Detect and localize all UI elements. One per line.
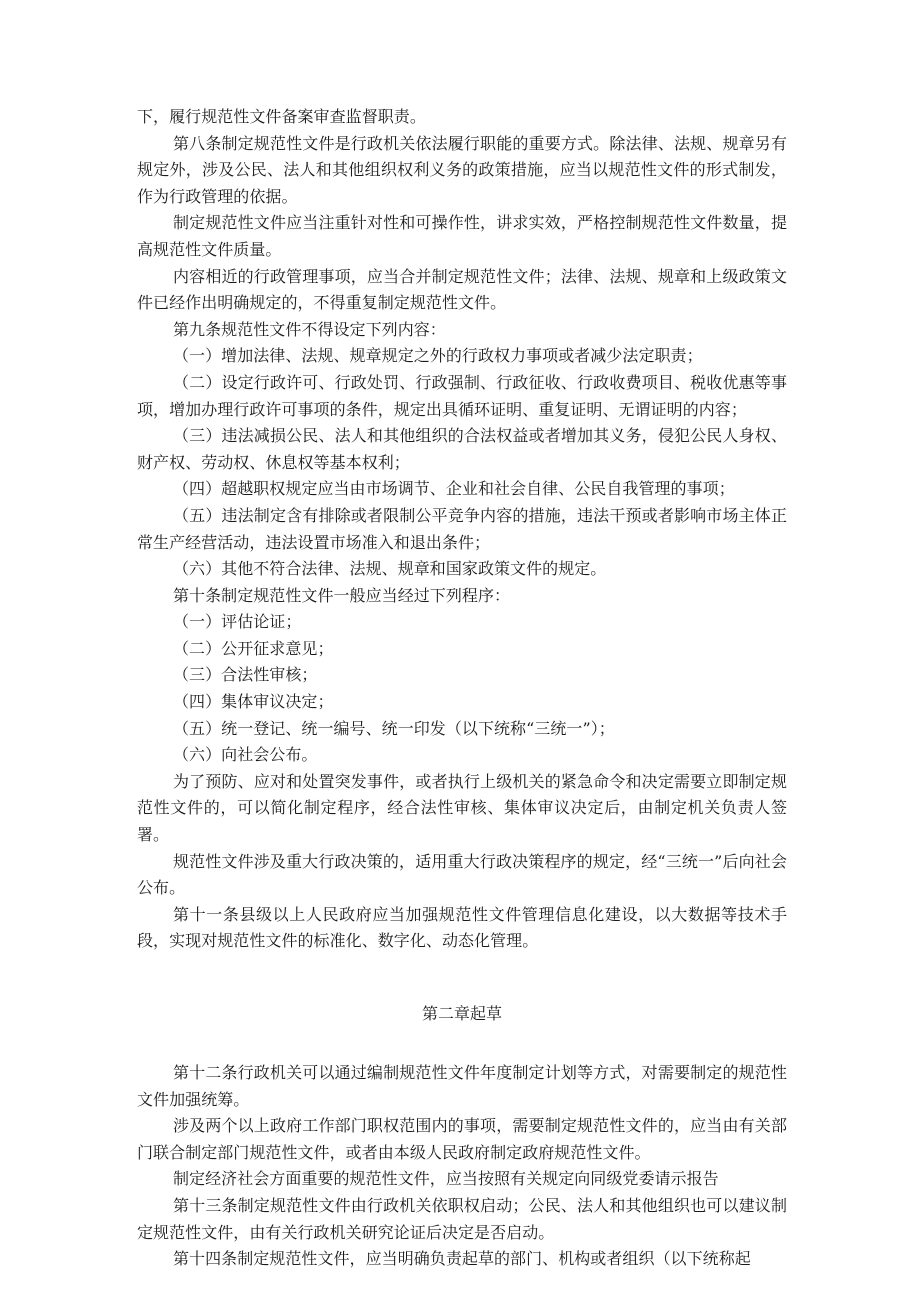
document-body [137,104,787,1273]
section-general-provisions [137,104,787,955]
paragraph: （四）集体审议决定； [173,692,334,712]
paragraph: （五）统一登记、统一编号、统一印发（以下统称“三统一”）； [173,718,615,738]
paragraph: （六）其他不符合法律、法规、规章和国家政策文件的规定。 [173,559,607,579]
paragraph: （三）违法减损公民、法人和其他组织的合法权益或者增加其义务，侵犯公民人身权、财产权、劳动权、休息权等基本权利； [137,426,787,472]
paragraph: （六）向社会公布。 [173,745,318,765]
paragraph: （一）增加法律、法规、规章规定之外的行政权力事项或者减少法定职责； [173,346,703,366]
paragraph: （二）公开征求意见； [173,638,334,658]
paragraph: 第十三条制定规范性文件由行政机关依职权启动；公民、法人和其他组织也可以建议制定规范性文件，由有关行政机关研究论证后决定是否启动。 [137,1195,787,1242]
paragraph: 第十四条制定规范性文件，应当明确负责起草的部门、机构或者组织（以下统称起 [173,1249,751,1269]
paragraph: 下，履行规范性文件备案审查监督职责。 [137,107,426,126]
paragraph: （一）评估论证； [173,612,302,632]
paragraph: 第十一条县级以上人民政府应当加强规范性文件管理信息化建设，以大数据等技术手段，实现对规范性文件的标准化、数字化、动态化管理。 [137,904,787,951]
paragraph: 规范性文件涉及重大行政决策的，适用重大行政决策程序的规定，经“三统一”后向社会公布。 [137,851,787,898]
paragraph: 第十二条行政机关可以通过编制规范性文件年度制定计划等方式，对需要制定的规范性文件加强统筹。 [137,1063,787,1109]
chapter-heading: 第二章起草 [421,1004,502,1023]
paragraph: （三）合法性审核； [173,665,318,685]
paragraph: （五）违法制定含有排除或者限制公平竞争内容的措施，违法干预或者影响市场主体正常生产经营活动，违法设置市场准入和退出条件； [137,505,787,552]
paragraph: 第九条规范性文件不得设定下列内容： [173,319,446,339]
paragraph: 内容相近的行政管理事项，应当合并制定规范性文件；法律、法规、规章和上级政策文件已经作出明确规定的，不得重复制定规范性文件。 [137,266,787,313]
section-drafting [137,1060,787,1273]
paragraph: 涉及两个以上政府工作部门职权范围内的事项，需要制定规范性文件的，应当由有关部门联合制定部门规范性文件，或者由本级人民政府制定政府规范性文件。 [137,1116,787,1162]
paragraph: （四）超越职权规定应当由市场调节、企业和社会自律、公民自我管理的事项； [173,479,735,499]
paragraph: 制定规范性文件应当注重针对性和可操作性，讲求实效，严格控制规范性文件数量，提高规范性文件质量。 [137,213,787,259]
paragraph: 制定经济社会方面重要的规范性文件，应当按照有关规定向同级党委请示报告 [173,1169,719,1189]
paragraph: 第十条制定规范性文件一般应当经过下列程序： [173,585,511,605]
paragraph: 为了预防、应对和处置突发事件，或者执行上级机关的紧急命令和决定需要立即制定规范性文件的，可以简化制定程序，经合法性审核、集体审议决定后，由制定机关负责人签署。 [137,771,787,845]
paragraph: 第八条制定规范性文件是行政机关依法履行职能的重要方式。除法律、法规、规章另有规定外，涉及公民、法人和其他组织权利义务的政策措施，应当以规范性文件的形式制发，作为行政管理的依据。 [137,133,787,206]
paragraph: （二）设定行政许可、行政处罚、行政强制、行政征收、行政收费项目、税收优惠等事项，增加办理行政许可事项的条件，规定出具循环证明、重复证明、无谓证明的内容； [137,372,787,419]
